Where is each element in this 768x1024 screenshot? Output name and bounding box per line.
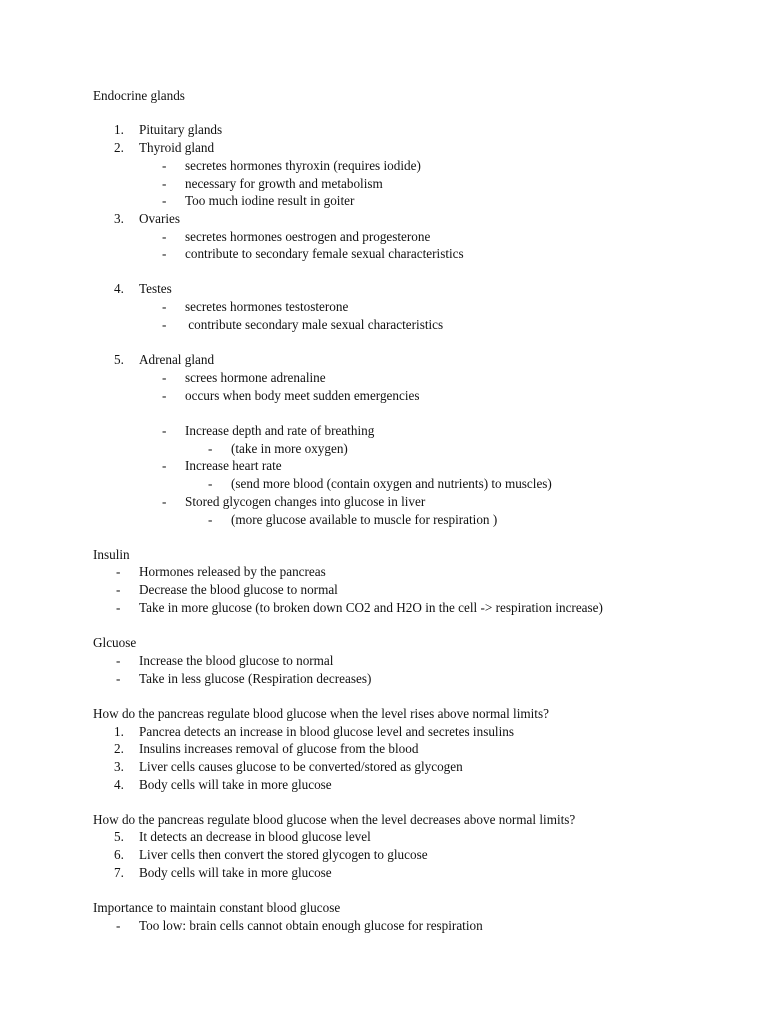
bullet-dash: - — [208, 512, 213, 527]
list-item-text: Liver cells then convert the stored glycogen to glucose — [139, 847, 428, 862]
bullet-dash: - — [162, 299, 167, 314]
gland-name: Ovaries — [139, 211, 181, 226]
bullet-dash: - — [162, 388, 167, 403]
list-number: 7. — [114, 865, 124, 880]
list-number: 5. — [114, 829, 124, 844]
bullet-dash: - — [162, 229, 167, 244]
list-item-text: Take in more glucose (to broken down CO2 and H2O in the cell -> respiration increase) — [139, 600, 603, 615]
list-item-text: Decrease the blood glucose to normal — [139, 582, 338, 597]
list-item-text: Pancrea detects an increase in blood glucose level and secretes insulins — [139, 724, 514, 739]
list-item-text: Body cells will take in more glucose — [139, 865, 332, 880]
sub-list-item-text: (more glucose available to muscle for respiration ) — [231, 512, 498, 527]
heading-endocrine-glands: Endocrine glands — [93, 88, 185, 103]
bullet-dash: - — [162, 423, 167, 438]
bullet-dash: - — [116, 671, 121, 686]
list-number: 5. — [114, 352, 124, 367]
bullet-dash: - — [162, 458, 167, 473]
heading-glucose: Glcuose — [93, 635, 137, 650]
list-item-text: Too low: brain cells cannot obtain enough glucose for respiration — [139, 918, 483, 933]
list-number: 1. — [114, 724, 124, 739]
list-item-text: Take in less glucose (Respiration decreases) — [139, 671, 372, 686]
gland-name: Thyroid gland — [139, 140, 215, 155]
list-item-text: Increase depth and rate of breathing — [185, 423, 375, 438]
heading-importance: Importance to maintain constant blood glucose — [93, 900, 341, 915]
list-number: 3. — [114, 211, 124, 226]
bullet-dash: - — [116, 564, 121, 579]
gland-name: Adrenal gland — [139, 352, 215, 367]
list-item-text: occurs when body meet sudden emergencies — [185, 388, 420, 403]
list-item-text: It detects an decrease in blood glucose level — [139, 829, 371, 844]
heading-question-rise: How do the pancreas regulate blood glucose when the level rises above normal limits? — [93, 706, 549, 721]
list-item-text: Increase heart rate — [185, 458, 282, 473]
list-item-text: contribute secondary male sexual characteristics — [185, 317, 444, 332]
bullet-dash: - — [162, 246, 167, 261]
sub-list-item-text: (send more blood (contain oxygen and nutrients) to muscles) — [231, 476, 552, 491]
list-item-text: Stored glycogen changes into glucose in liver — [185, 494, 426, 509]
heading-insulin: Insulin — [93, 547, 130, 562]
bullet-dash: - — [162, 370, 167, 385]
list-item-text: screes hormone adrenaline — [185, 370, 326, 385]
list-item-text: Too much iodine result in goiter — [185, 193, 355, 208]
list-item-text: secretes hormones thyroxin (requires iodide) — [185, 158, 421, 173]
list-item-text: Liver cells causes glucose to be converted/stored as glycogen — [139, 759, 463, 774]
list-number: 4. — [114, 777, 124, 792]
list-item-text: secretes hormones oestrogen and progesterone — [185, 229, 431, 244]
bullet-dash: - — [162, 176, 167, 191]
sub-list-item-text: (take in more oxygen) — [231, 441, 348, 456]
gland-name: Testes — [139, 281, 172, 296]
list-item-text: Hormones released by the pancreas — [139, 564, 326, 579]
bullet-dash: - — [208, 441, 213, 456]
list-item-text: Increase the blood glucose to normal — [139, 653, 334, 668]
bullet-dash: - — [162, 317, 167, 332]
list-number: 2. — [114, 140, 124, 155]
bullet-dash: - — [162, 193, 167, 208]
bullet-dash: - — [162, 158, 167, 173]
list-item-text: secretes hormones testosterone — [185, 299, 349, 314]
bullet-dash: - — [162, 494, 167, 509]
list-number: 6. — [114, 847, 124, 862]
list-number: 4. — [114, 281, 124, 296]
list-item-text: necessary for growth and metabolism — [185, 176, 383, 191]
bullet-dash: - — [116, 600, 121, 615]
list-item-text: contribute to secondary female sexual characteristics — [185, 246, 464, 261]
list-number: 2. — [114, 741, 124, 756]
heading-question-decrease: How do the pancreas regulate blood glucose when the level decreases above normal limits? — [93, 812, 576, 827]
gland-name: Pituitary glands — [139, 122, 223, 137]
list-item-text: Body cells will take in more glucose — [139, 777, 332, 792]
list-number: 3. — [114, 759, 124, 774]
list-number: 1. — [114, 122, 124, 137]
bullet-dash: - — [116, 918, 121, 933]
bullet-dash: - — [116, 653, 121, 668]
list-item-text: Insulins increases removal of glucose from the blood — [139, 741, 419, 756]
bullet-dash: - — [116, 582, 121, 597]
bullet-dash: - — [208, 476, 213, 491]
